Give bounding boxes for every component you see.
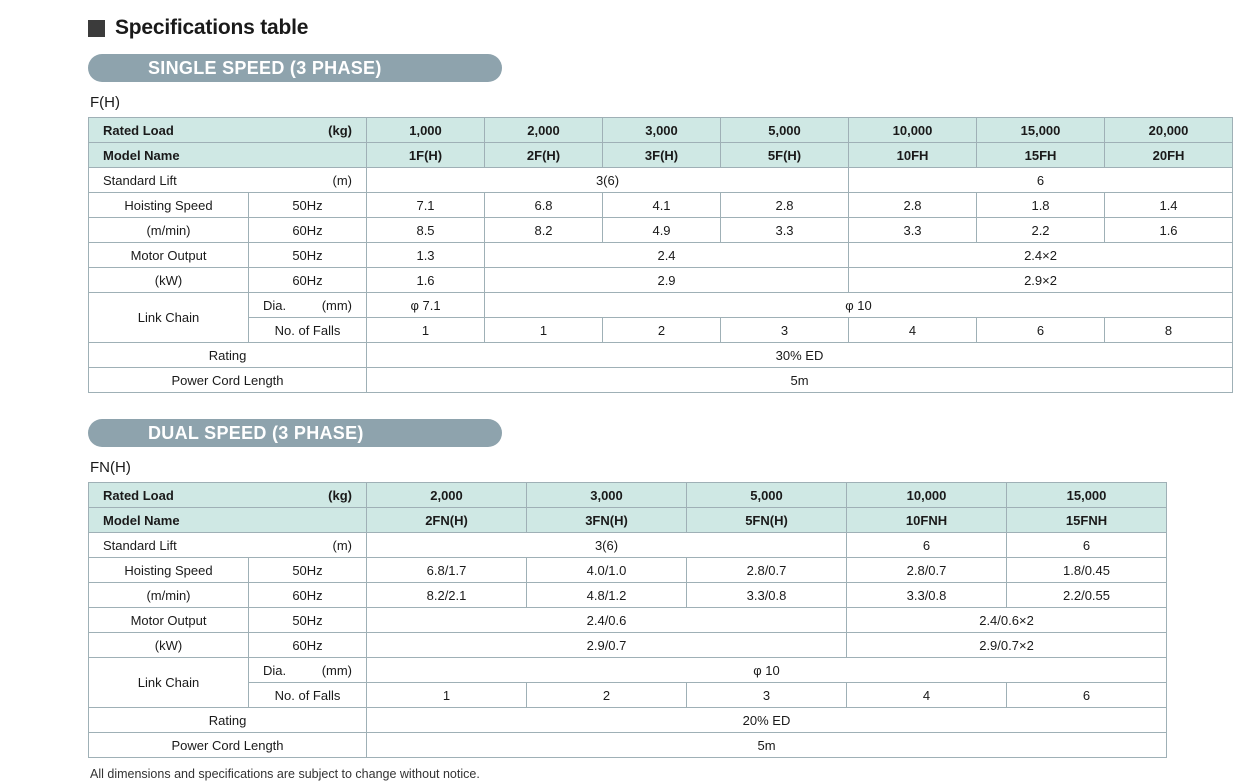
table-cell: 30% ED — [367, 343, 1233, 368]
section-spacer — [88, 393, 1153, 419]
table-cell: 6 — [977, 318, 1105, 343]
table-cell: φ 7.1 — [367, 293, 485, 318]
table-header-cell: 2F(H) — [485, 143, 603, 168]
row-sublabel: 60Hz — [249, 268, 367, 293]
table-header-cell: 5,000 — [721, 118, 849, 143]
table-cell: 7.1 — [367, 193, 485, 218]
table-header-cell: 10FNH — [847, 508, 1007, 533]
table-header-cell: 15,000 — [977, 118, 1105, 143]
table-row — [89, 733, 1167, 758]
row-label: Hoisting Speed — [89, 193, 249, 218]
table-cell: 6 — [847, 533, 1007, 558]
row-label-unit: (m) — [332, 172, 353, 188]
table-header-cell: 20,000 — [1105, 118, 1233, 143]
table-cell: 6 — [1007, 533, 1167, 558]
row-sublabel: 60Hz — [249, 633, 367, 658]
table-header-cell: 5FN(H) — [687, 508, 847, 533]
spec-section — [88, 54, 1189, 393]
row-sublabel: No. of Falls — [249, 318, 367, 343]
table-row — [89, 168, 1233, 193]
table-header-cell: 1F(H) — [367, 143, 485, 168]
table-row — [89, 608, 1167, 633]
page-title — [88, 16, 1153, 40]
table-cell: 1 — [367, 318, 485, 343]
row-label: (kW) — [89, 633, 249, 658]
row-sublabel: 60Hz — [249, 218, 367, 243]
row-sublabel: 50Hz — [249, 193, 367, 218]
row-label: Link Chain — [89, 293, 249, 343]
table-cell: 2.4/0.6×2 — [847, 608, 1167, 633]
table-row — [89, 683, 1167, 708]
row-label — [89, 118, 367, 143]
table-cell: 6 — [1007, 683, 1167, 708]
row-label: (m/min) — [89, 583, 249, 608]
table-row — [89, 343, 1233, 368]
table-header-cell: 10,000 — [847, 483, 1007, 508]
specifications-table — [88, 482, 1167, 758]
spec-section — [88, 393, 1153, 758]
table-header-cell: 2,000 — [485, 118, 603, 143]
table-cell: 2.8 — [849, 193, 977, 218]
table-cell: 8.2 — [485, 218, 603, 243]
table-cell: 3 — [687, 683, 847, 708]
table-cell: 1.4 — [1105, 193, 1233, 218]
row-sublabel — [249, 293, 367, 318]
table-header-cell: 15,000 — [1007, 483, 1167, 508]
row-label: (m/min) — [89, 218, 249, 243]
page-title-text: Specifications table — [115, 16, 309, 39]
table-cell: 1.6 — [367, 268, 485, 293]
table-cell: 4.0/1.0 — [527, 558, 687, 583]
table-row — [89, 558, 1167, 583]
table-row — [89, 708, 1167, 733]
row-sublabel-text: Dia. — [263, 297, 287, 313]
table-cell: 4.1 — [603, 193, 721, 218]
row-label-text: Rated Load — [103, 122, 174, 138]
specifications-table — [88, 117, 1233, 393]
table-cell: 2.2/0.55 — [1007, 583, 1167, 608]
table-cell: 3.3 — [721, 218, 849, 243]
row-sublabel: No. of Falls — [249, 683, 367, 708]
table-header-cell: 10,000 — [849, 118, 977, 143]
table-cell: 2.9×2 — [849, 268, 1233, 293]
table-cell: 1.8/0.45 — [1007, 558, 1167, 583]
table-cell: 6 — [849, 168, 1233, 193]
table-cell: 1.3 — [367, 243, 485, 268]
sections-container — [88, 54, 1189, 758]
table-cell: 5m — [367, 733, 1167, 758]
table-cell: 4 — [849, 318, 977, 343]
table-header-cell: 10FH — [849, 143, 977, 168]
table-header-cell: 3,000 — [527, 483, 687, 508]
table-header-cell: 15FH — [977, 143, 1105, 168]
row-label — [89, 483, 367, 508]
row-label: Power Cord Length — [89, 733, 367, 758]
square-marker-icon — [88, 20, 105, 37]
row-sublabel: 60Hz — [249, 583, 367, 608]
table-header-cell: 3F(H) — [603, 143, 721, 168]
table-header-cell: 2,000 — [367, 483, 527, 508]
table-cell: 8.5 — [367, 218, 485, 243]
table-cell: 2.9 — [485, 268, 849, 293]
table-row — [89, 293, 1233, 318]
row-label: Rating — [89, 708, 367, 733]
row-label-unit: (kg) — [328, 487, 353, 503]
table-header-cell: 3,000 — [603, 118, 721, 143]
row-label-text: Model Name — [103, 147, 180, 163]
row-label-text: Standard Lift — [103, 537, 177, 553]
row-label — [89, 508, 367, 533]
section-banner: DUAL SPEED (3 PHASE) — [88, 419, 502, 447]
row-label — [89, 533, 367, 558]
table-cell: 3.3 — [849, 218, 977, 243]
table-header-cell: 1,000 — [367, 118, 485, 143]
table-cell: 4.8/1.2 — [527, 583, 687, 608]
row-label-unit: (kg) — [328, 122, 353, 138]
table-row — [89, 533, 1167, 558]
table-header-cell: 2FN(H) — [367, 508, 527, 533]
table-cell: 1 — [485, 318, 603, 343]
table-cell: 2 — [527, 683, 687, 708]
table-cell: 2.9/0.7 — [367, 633, 847, 658]
table-row — [89, 243, 1233, 268]
table-cell: 2.9/0.7×2 — [847, 633, 1167, 658]
table-header-row — [89, 118, 1233, 143]
section-model-label: FN(H) — [90, 459, 131, 476]
table-cell: 2.8 — [721, 193, 849, 218]
table-cell: 2.8/0.7 — [847, 558, 1007, 583]
table-cell: 20% ED — [367, 708, 1167, 733]
section-model-label: F(H) — [90, 94, 120, 111]
row-sublabel: 50Hz — [249, 243, 367, 268]
table-row — [89, 658, 1167, 683]
row-label-text: Rated Load — [103, 487, 174, 503]
table-cell: 2.8/0.7 — [687, 558, 847, 583]
row-label: Hoisting Speed — [89, 558, 249, 583]
table-cell: 2.4 — [485, 243, 849, 268]
footnote: All dimensions and specifications are subject to change without notice. — [90, 767, 480, 781]
row-sublabel: 50Hz — [249, 558, 367, 583]
row-label: Link Chain — [89, 658, 249, 708]
table-header-row — [89, 508, 1167, 533]
table-header-cell: 3FN(H) — [527, 508, 687, 533]
row-label: Power Cord Length — [89, 368, 367, 393]
table-cell: 2.4/0.6 — [367, 608, 847, 633]
table-cell: 3.3/0.8 — [847, 583, 1007, 608]
table-cell: φ 10 — [367, 658, 1167, 683]
row-label-text: Standard Lift — [103, 172, 177, 188]
table-row — [89, 633, 1167, 658]
table-header-cell: 20FH — [1105, 143, 1233, 168]
row-sublabel-text: Dia. — [263, 662, 287, 678]
table-cell: 2.2 — [977, 218, 1105, 243]
table-row — [89, 583, 1167, 608]
table-cell: 3.3/0.8 — [687, 583, 847, 608]
table-cell: 5m — [367, 368, 1233, 393]
table-cell: 4 — [847, 683, 1007, 708]
row-label-text: Model Name — [103, 512, 180, 528]
table-cell: 6.8 — [485, 193, 603, 218]
table-cell: 2.4×2 — [849, 243, 1233, 268]
table-cell: 6.8/1.7 — [367, 558, 527, 583]
row-label — [89, 143, 367, 168]
row-label-unit: (m) — [332, 537, 353, 553]
table-cell: 2 — [603, 318, 721, 343]
row-label — [89, 168, 367, 193]
row-label: Rating — [89, 343, 367, 368]
table-cell: 4.9 — [603, 218, 721, 243]
table-cell: 3 — [721, 318, 849, 343]
table-cell: 1.6 — [1105, 218, 1233, 243]
section-banner: SINGLE SPEED (3 PHASE) — [88, 54, 502, 82]
table-header-cell: 15FNH — [1007, 508, 1167, 533]
table-cell: 1.8 — [977, 193, 1105, 218]
table-row — [89, 218, 1233, 243]
row-sublabel: 50Hz — [249, 608, 367, 633]
table-cell: 8.2/2.1 — [367, 583, 527, 608]
table-cell: φ 10 — [485, 293, 1233, 318]
table-header-row — [89, 483, 1167, 508]
table-row — [89, 193, 1233, 218]
table-header-cell: 5F(H) — [721, 143, 849, 168]
row-sublabel-unit: (mm) — [321, 662, 353, 678]
table-cell: 3(6) — [367, 533, 847, 558]
row-sublabel — [249, 658, 367, 683]
table-row — [89, 318, 1233, 343]
row-sublabel-unit: (mm) — [321, 297, 353, 313]
table-cell: 8 — [1105, 318, 1233, 343]
table-row — [89, 368, 1233, 393]
table-cell: 1 — [367, 683, 527, 708]
table-cell: 3(6) — [367, 168, 849, 193]
table-header-row — [89, 143, 1233, 168]
table-row — [89, 268, 1233, 293]
table-header-cell: 5,000 — [687, 483, 847, 508]
row-label: Motor Output — [89, 243, 249, 268]
row-label: (kW) — [89, 268, 249, 293]
row-label: Motor Output — [89, 608, 249, 633]
